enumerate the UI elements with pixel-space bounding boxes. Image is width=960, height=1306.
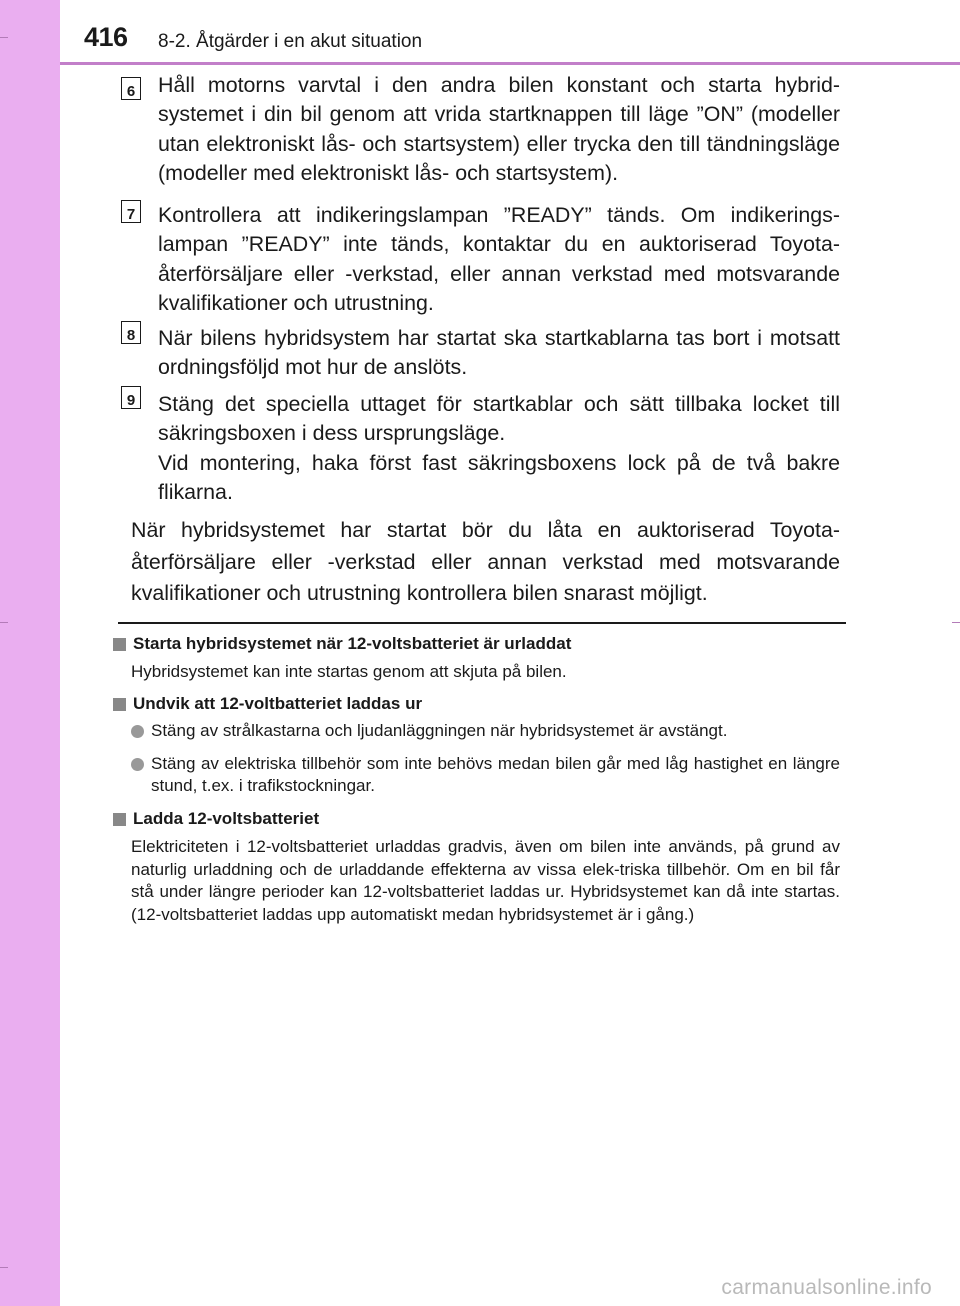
square-bullet-icon xyxy=(113,698,126,711)
note-heading-text: Undvik att 12-voltbatteriet laddas ur xyxy=(133,694,423,713)
note-body: Elektriciteten i 12-voltsbatteriet urladdas gradvis, även om bilen inte används, på grund av naturlig urladdning och de urladdande effekterna av vissa elek-triska tillbehör. Om en bil får stå under längre perioder kan 12-voltsbatteriet laddas ur. Hybridsystemet kan då inte startas. (12-voltsbatteriet laddas upp automatiskt medan hybridsystemet är i gång.) xyxy=(131,837,840,924)
step-text xyxy=(158,201,840,319)
square-bullet-icon xyxy=(113,813,126,826)
step-paragraph: Kontrollera att indikeringslampan ”READY” tänds. Om indikerings-lampan ”READY” inte tänds, kontaktar du en auktoriserad Toyota-återförsäljare eller -verkstad, eller annan verkstad med motsvarande kvalifikationer och utrustning. xyxy=(158,203,840,316)
list-item xyxy=(131,753,840,797)
list-item xyxy=(131,720,840,742)
note-heading xyxy=(113,634,571,654)
note-body: Hybridsystemet kan inte startas genom att skjuta på bilen. xyxy=(131,662,567,681)
step-text xyxy=(158,324,840,383)
summary-paragraph: När hybridsystemet har startat bör du låta en auktoriserad Toyota-återförsäljare eller -verkstad eller annan verkstad med motsvarande kvalifikationer och utrustning kontrollera bilen snarast möjligt. xyxy=(131,518,840,605)
note-heading-text: Starta hybridsystemet när 12-voltsbatteriet är urladdat xyxy=(133,634,572,653)
list-item-text: Stäng av strålkastarna och ljudanläggningen när hybridsystemet är avstängt. xyxy=(151,721,728,740)
circle-bullet-icon xyxy=(131,725,144,738)
crop-mark xyxy=(0,37,8,38)
step-number-badge: 7 xyxy=(121,200,141,223)
step-number-badge: 8 xyxy=(121,321,141,344)
step-paragraph: Stäng det speciella uttaget för startkablar och sätt tillbaka locket till säkringsboxen i dess ursprungsläge. xyxy=(158,392,840,446)
step-paragraph: Håll motorns varvtal i den andra bilen konstant och starta hybrid-systemet i din bil genom att vrida startknappen till läge ”ON” (modeller utan elektroniskt lås- och startsystem) eller trycka den till tändningsläge (modeller med elektroniskt lås- och startsystem). xyxy=(158,73,840,186)
step-paragraph: Vid montering, haka först fast säkringsboxens lock på de två bakre flikarna. xyxy=(158,450,840,505)
header-rule xyxy=(60,62,960,65)
step-number-badge: 9 xyxy=(121,386,141,409)
list-item-text: Stäng av elektriska tillbehör som inte behövs medan bilen går med låg hastighet en längre stund, t.ex. i trafikstockningar. xyxy=(151,754,840,795)
section-divider xyxy=(118,622,846,624)
page-number: 416 xyxy=(84,22,128,52)
step-number-badge: 6 xyxy=(121,77,141,100)
square-bullet-icon xyxy=(113,638,126,651)
note-heading-text: Ladda 12-voltsbatteriet xyxy=(133,809,320,828)
section-title: 8-2. Åtgärder i en akut situation xyxy=(158,31,423,52)
step-text xyxy=(158,71,840,189)
note-heading xyxy=(113,694,422,714)
step-paragraph: När bilens hybridsystem har startat ska startkablarna tas bort i motsatt ordningsföljd mot hur de anslöts. xyxy=(158,326,840,380)
crop-mark xyxy=(0,622,8,623)
side-band xyxy=(0,0,60,1306)
note-heading xyxy=(113,809,319,829)
crop-mark xyxy=(0,1267,8,1268)
circle-bullet-icon xyxy=(131,758,144,771)
watermark: carmanualsonline.info xyxy=(721,1276,932,1299)
step-text xyxy=(158,390,840,508)
crop-mark xyxy=(952,622,960,623)
